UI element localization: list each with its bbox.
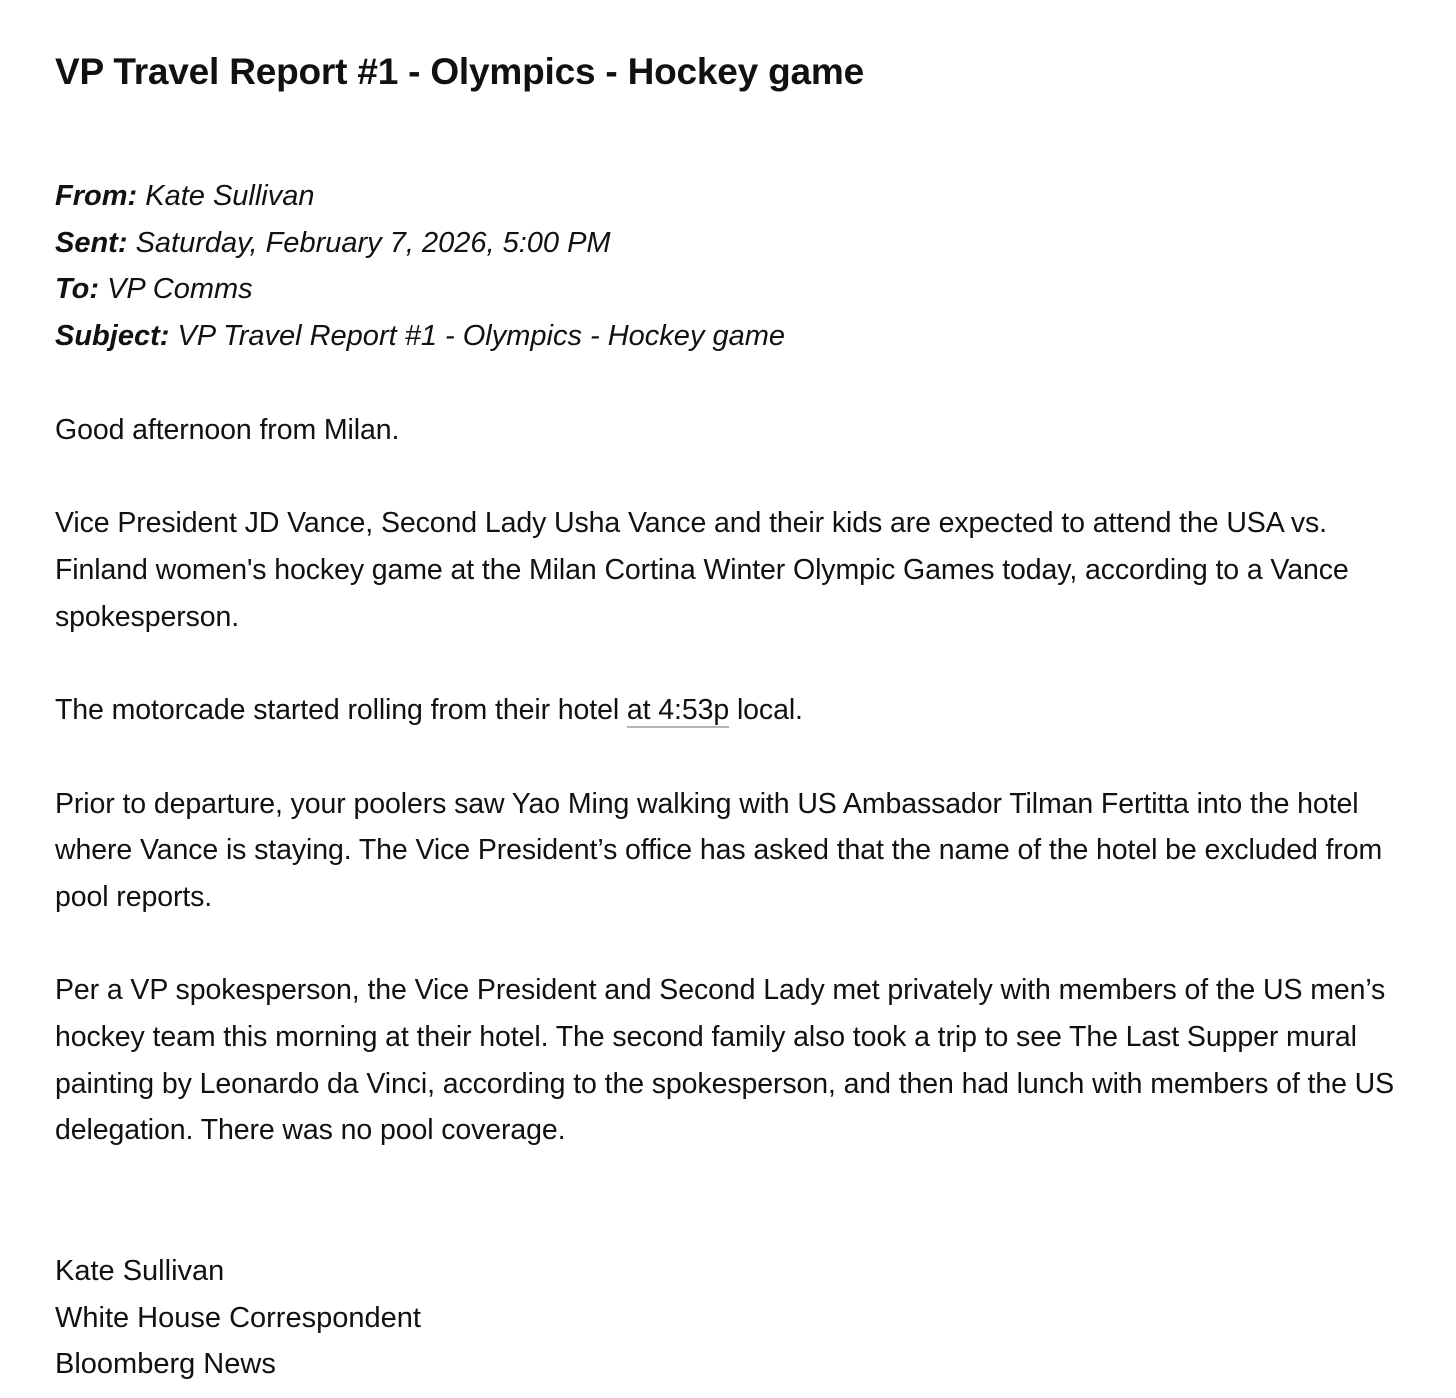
greeting-paragraph: Good afternoon from Milan. (55, 414, 400, 446)
to-line (55, 266, 1415, 313)
to-label: To: (55, 273, 100, 306)
signature-role: White House Correspondent (55, 1301, 421, 1334)
sent-value: Saturday, February 7, 2026, 5:00 PM (135, 226, 611, 259)
signature-name: Kate Sullivan (55, 1255, 225, 1287)
sent-line (55, 220, 1415, 267)
departure-paragraph: Prior to departure, your poolers saw Yao Ming walking with US Ambassador Tilman Fertitta into the hotel where Vance is staying. The Vice President’s office has asked that the name of the hotel be excluded from pool reports. (55, 787, 1383, 913)
document-title: VP Travel Report #1 - Olympics - Hockey game (55, 51, 864, 92)
from-label: From: (55, 180, 138, 212)
motorcade-paragraph (55, 687, 1415, 734)
subject-label: Subject: (55, 320, 170, 353)
from-line (55, 173, 1415, 220)
subject-line (55, 313, 1415, 360)
email-body (55, 407, 1415, 1201)
signature-organization: Bloomberg News (55, 1348, 276, 1381)
meeting-paragraph: Per a VP spokesperson, the Vice President and Second Lady met privately with members of the US men’s hockey team this morning at their hotel. The second family also took a trip to see The Last Supper mural painting by Leonardo da Vinci, according to the spokesperson, and then had lunch with members of the US delegation. There was no pool coverage. (55, 974, 1395, 1147)
attendance-paragraph: Vice President JD Vance, Second Lady Usha Vance and their kids are expected to attend the USA vs. Finland women's hockey game at the Milan Cortina Winter Olympic Games today, according to a Vance spokesperson. (55, 507, 1349, 633)
sent-label: Sent: (55, 226, 128, 259)
motorcade-text-start: The motorcade started rolling from their hotel (55, 694, 627, 727)
from-value: Kate Sullivan (145, 180, 315, 212)
time-link[interactable]: at 4:53p (626, 694, 730, 727)
to-value: VP Comms (107, 273, 253, 306)
signature-block (55, 1248, 1415, 1388)
subject-value: VP Travel Report #1 - Olympics - Hockey game (177, 320, 786, 353)
email-header (55, 173, 1415, 360)
motorcade-text-end: local. (729, 694, 803, 727)
